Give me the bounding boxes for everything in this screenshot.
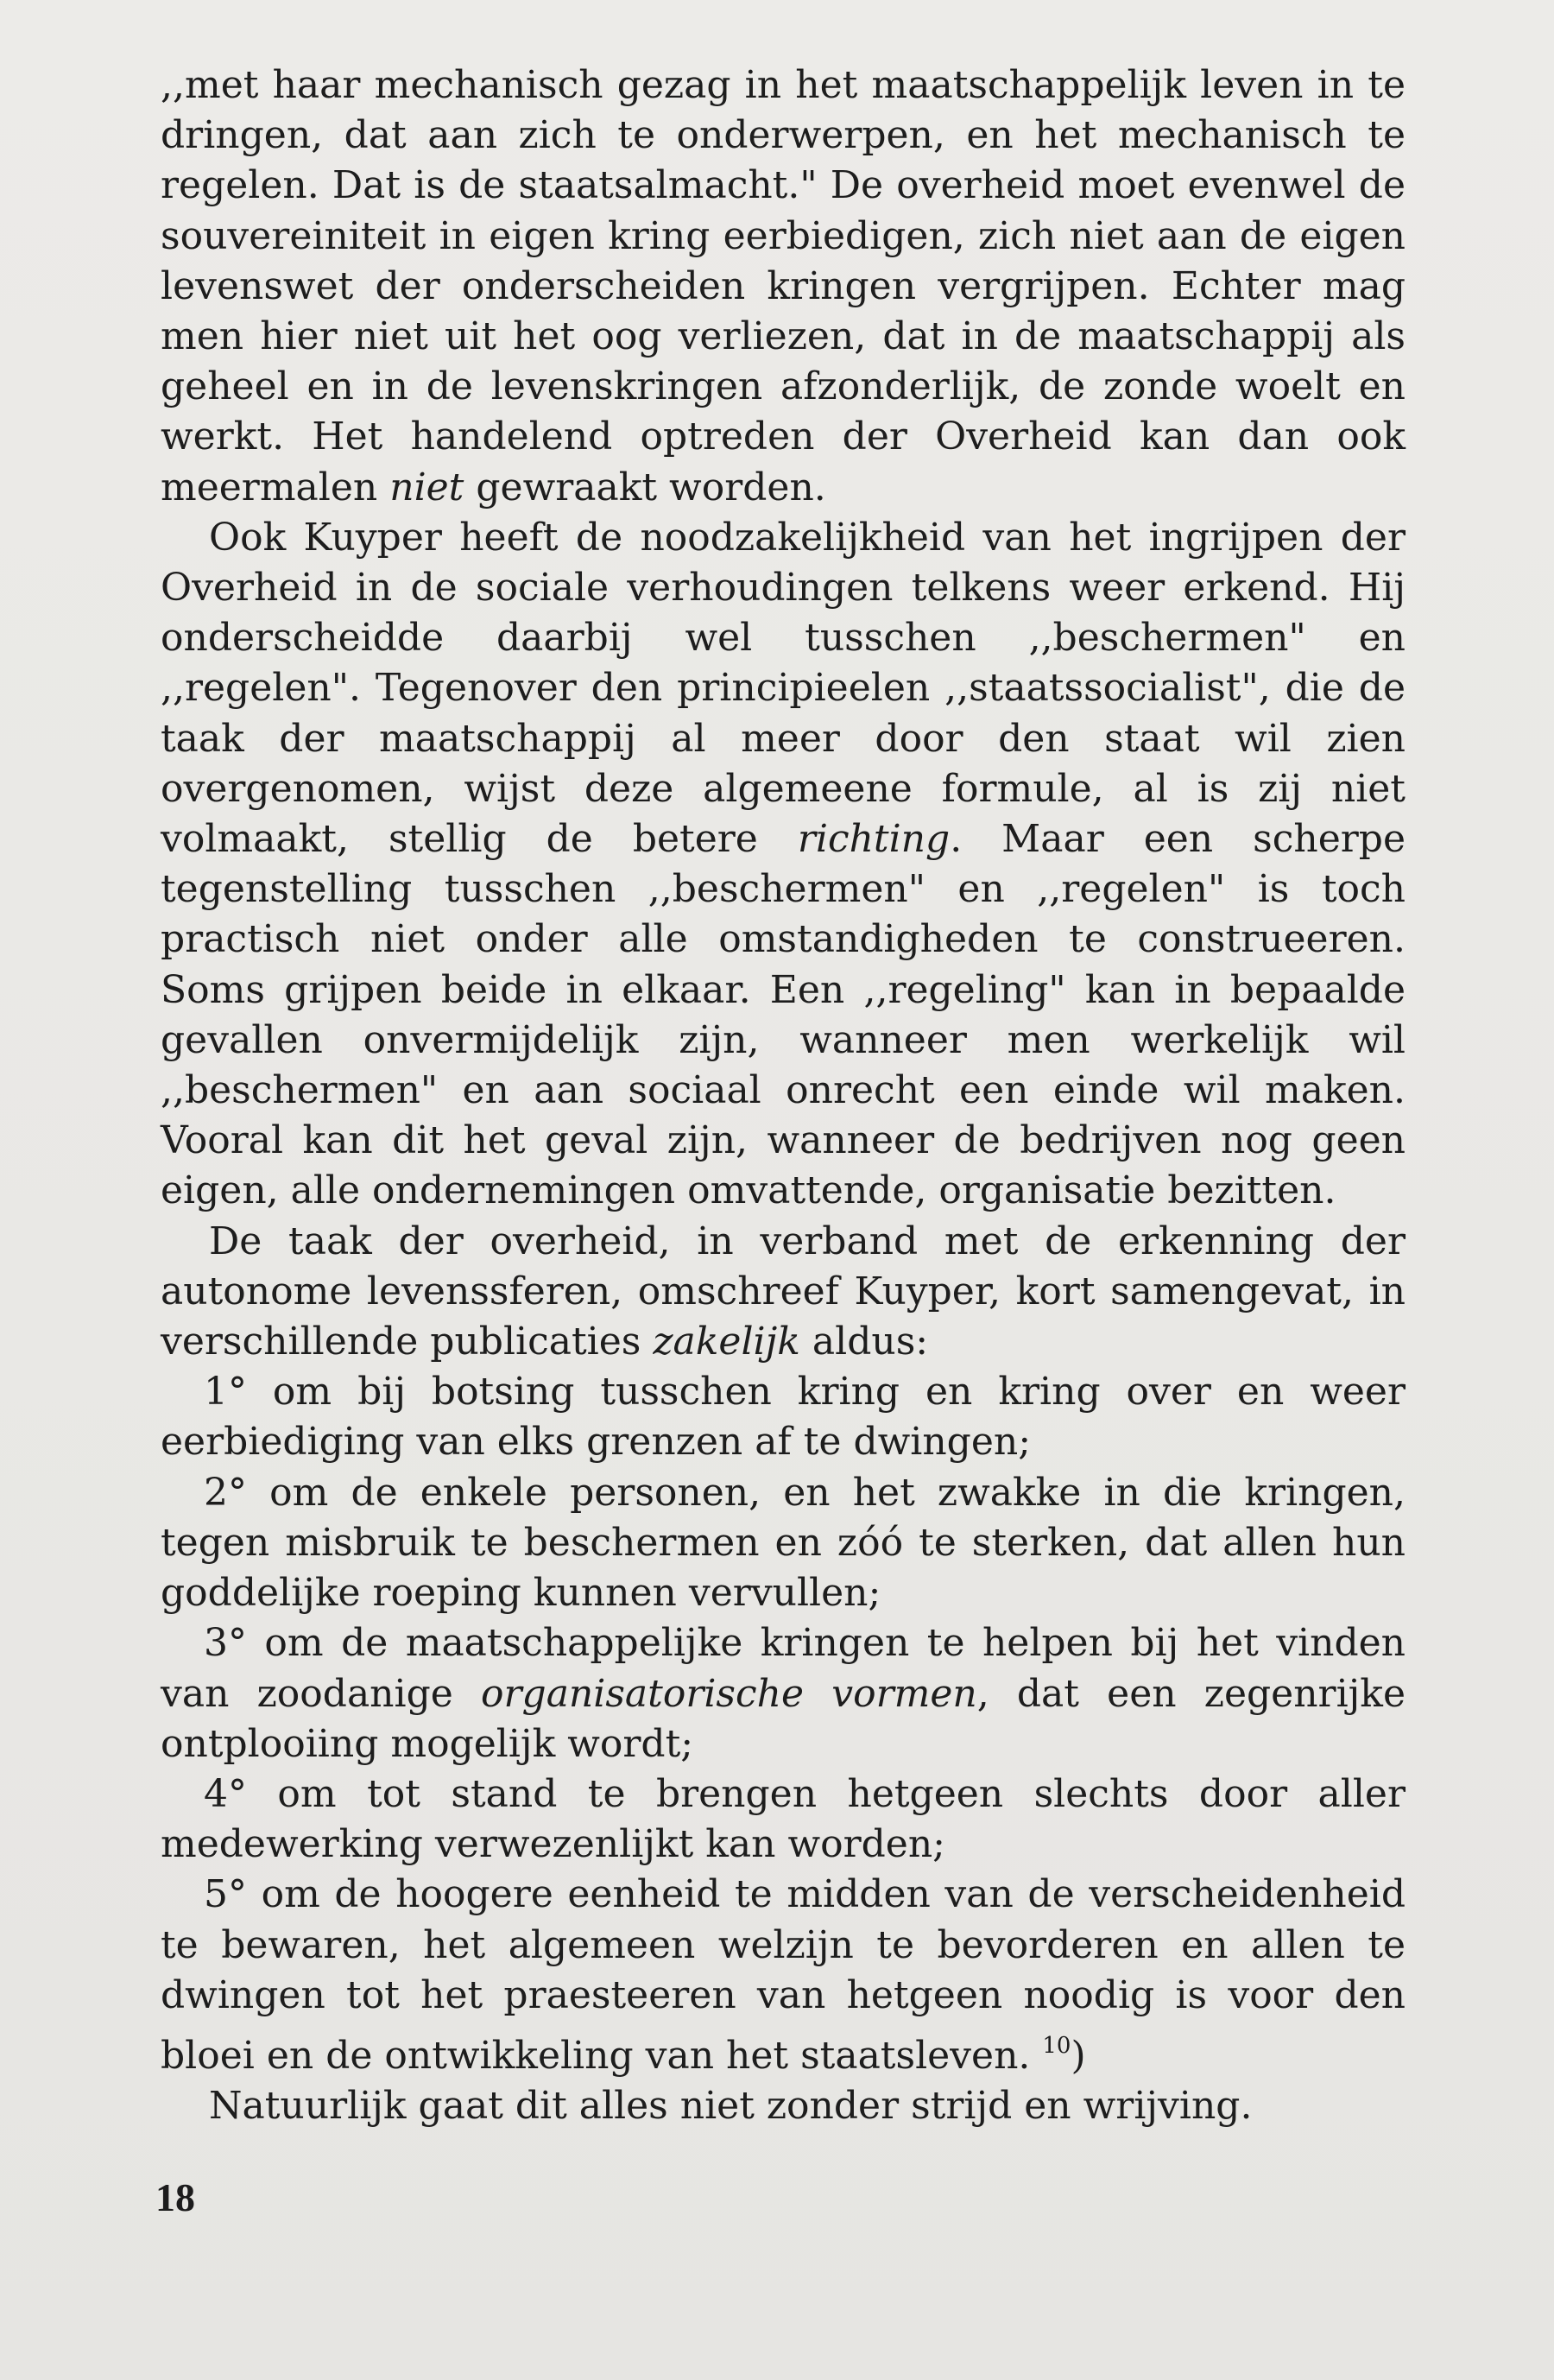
list-item-1 [161, 1367, 1406, 1467]
list-item-3 [161, 1618, 1406, 1769]
paragraph-3-part-3: aldus: [799, 1320, 929, 1364]
paragraph-2 [161, 513, 1406, 1217]
paragraph-2-emphasis-richting: richting [797, 817, 951, 862]
list-item-1-text: 1° om bij botsing tusschen kring en kring over en weer eerbiediging van elks grenzen af te dwingen; [161, 1370, 1406, 1465]
list-item-4 [161, 1769, 1406, 1870]
paragraph-1-part-1: ,,met haar mechanisch gezag in het maatschappelijk leven in te dringen, dat aan zich te onderwerpen, en het mechanisch te regelen. Dat is de staatsalmacht." De overheid moet evenwel de souvereiniteit in eigen kring eerbiedigen, zich niet aan de eigen levenswet der onderscheiden kringen vergrijpen. Echter mag men hier niet uit het oog verliezen, dat in de maatschappij als geheel en in de levenskringen afzonderlijk, de zonde woelt en werkt. Het handelend optreden der Overheid kan dan ook meermalen [161, 63, 1406, 510]
paragraph-2-part-1: Ook Kuyper heeft de noodzakelijkheid van het ingrijpen der Overheid in de sociale verhoudingen telkens weer erkend. Hij onderscheidde daarbij wel tusschen ,,beschermen" en ,,regelen". Tegenover den principieelen ,,staatssocialist", die de taak der maatschappij al meer door den staat wil zien overgenomen, wijst deze algemeene formule, al is zij niet volmaakt, stellig de betere [161, 515, 1406, 862]
paragraph-3 [161, 1217, 1406, 1368]
paragraph-final-text: Natuurlijk gaat dit alles niet zonder strijd en wrijving. [209, 2084, 1253, 2129]
list-item-3-part-1: 3° om de maatschappelijke kringen te helpen bij het vinden van zoodanige [161, 1621, 1406, 1716]
paragraph-3-emphasis-zakelijk: zakelijk [653, 1320, 800, 1364]
page-number: 18 [155, 2175, 195, 2219]
paragraph-1-part-3: gewraakt worden. [464, 465, 826, 510]
paragraph-3-part-1: De taak der overheid, in verband met de erkenning der autonome levenssferen, omschreef Kuyper, kort samengevat, in verschillende publicaties [161, 1218, 1406, 1364]
list-item-3-emphasis-organisatorische-vormen: organisatorische vormen [481, 1671, 977, 1716]
list-item-3-part-3: , dat een zegenrijke ontplooiing mogelijk wordt; [161, 1671, 1406, 1766]
paragraph-2-part-3: . Maar een scherpe tegenstelling tusschen ,,beschermen" en ,,regelen" is toch practisch niet onder alle omstandigheden te construeeren. Soms grijpen beide in elkaar. Een ,,regeling" kan in bepaalde gevallen onvermijdelijk zijn, wanneer men werkelijk wil ,,beschermen" en aan sociaal onrecht een einde wil maken. Vooral kan dit het geval zijn, wanneer de bedrijven nog geen eigen, alle ondernemingen omvattende, organisatie bezitten. [161, 817, 1406, 1213]
paragraph-1 [161, 60, 1406, 513]
paragraph-final [161, 2081, 1406, 2131]
body-text [161, 60, 1406, 2131]
list-item-4-text: 4° om tot stand te brengen hetgeen slechts door aller medewerking verwezenlijkt kan worden; [161, 1771, 1406, 1867]
list-item-2-text: 2° om de enkele personen, en het zwakke in die kringen, tegen misbruik te beschermen en zóó te sterken, dat allen hun goddelijke roeping kunnen vervullen; [161, 1470, 1406, 1616]
list-item-5-part-1: 5° om de hoogere eenheid te midden van de verscheidenheid te bewaren, het algemeen welzijn te bevorderen en allen te dwingen tot het praesteeren van hetgeen noodig is voor den bloei en de ontwikkeling van het staatsleven. [161, 1872, 1406, 2078]
list-item-5 [161, 1870, 1406, 2081]
list-item-2 [161, 1468, 1406, 1619]
list-item-5-part-3: ) [1071, 2033, 1086, 2078]
paragraph-1-emphasis-niet: niet [389, 465, 464, 510]
footnote-reference: 10 [1042, 2032, 1071, 2059]
